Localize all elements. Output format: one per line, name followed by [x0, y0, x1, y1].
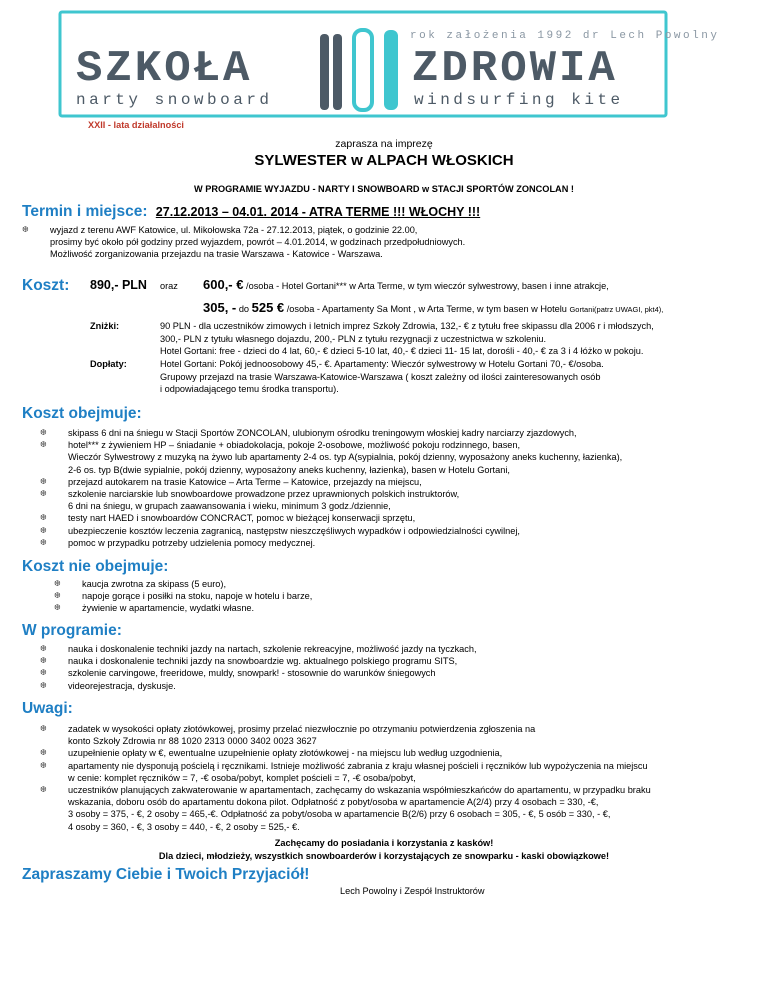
anniversary-text: XXII - lata działalności [88, 120, 184, 130]
closing-mandatory: Dla dzieci, młodzieży, wszystkich snowboarderów i korzystających ze snowparku - kaski obowiązkowe! [158, 851, 610, 861]
koszt-label: Koszt: [22, 277, 70, 294]
opt1-price: 600,- € [203, 277, 244, 292]
nie-obejmuje-list [54, 578, 754, 615]
uwagi-item: wskazania, doboru osób do apartamentu dokona pilot. Odpłatność z pobyt/osoba w apartamencie A(2/4) przy 4 osobach = 330, -€, [68, 797, 599, 808]
event-title: SYLWESTER w ALPACH WŁOSKICH [254, 152, 514, 169]
svg-text:windsurfing kite: windsurfing kite [414, 91, 624, 109]
uwagi-heading: Uwagi: [22, 700, 73, 717]
obejmuje-list [40, 427, 755, 549]
termin-line-2: prosimy być około pół godziny przed wyjazdem, powrót – 4.01.2014, w godzinach przedpołudniowych. [50, 237, 466, 248]
program-heading: W programie: [22, 622, 122, 639]
obejmuje-item: 2-6 os. typ B(dwie sypialnie, pokój dzienny, wyposażony aneks kuchenny, łazienka), basen w Hotelu Gortani, [68, 464, 510, 475]
uwagi-item: konto Szkoły Zdrowia nr 88 1020 2313 0000 3402 0023 3627 [68, 736, 317, 747]
obejmuje-item: 6 dni na śniegu, w grupach zaawansowania i wieku, minimum 3 godz./dziennie, [68, 501, 391, 512]
termin-line-1: ❆ wyjazd z terenu AWF Katowice, ul. Mikołowska 72a - 27.12.2013, piątek, o godzinie 22.00, [22, 224, 742, 236]
svg-text:SZKOŁA: SZKOŁA [76, 44, 253, 94]
opt2-small: Gortani(patrz UWAGI, pkt4), [569, 305, 664, 314]
opt2-price2: 525 € [251, 300, 285, 315]
final-invite: Zapraszamy Ciebie i Twoich Przyjaciół! [22, 866, 310, 883]
obejmuje-item: ❆ hotel*** z żywieniem HP – śniadanie + obiadokolacja, pokoje 2-osobowe, możliwość pokoju rodzinnego, basen, [40, 439, 755, 451]
doplaty-line: Grupowy przejazd na trasie Warszawa-Katowice-Warszawa ( koszt zależny od ilości zainteresowanych osób [160, 371, 601, 382]
nie-obejmuje-heading: Koszt nie obejmuje: [22, 558, 169, 575]
obejmuje-item: ❆ testy nart HAED i snowboardów CONCRACT, pomoc w bieżącej konserwacji sprzętu, [40, 512, 755, 524]
znizki-line: 300,- PLN z tytułu własnego dojazdu, 200,- PLN z tytułu rezygnacji z uczestnictwa w szkoleniu. [160, 333, 547, 344]
obejmuje-item: ❆ ubezpieczenie kosztów leczenia zagranicą, następstw nieszczęśliwych wypadków i odpowiedzialności cywilnej, [40, 525, 755, 537]
signature: Lech Powolny i Zespół Instruktorów [340, 886, 485, 896]
obejmuje-item: ❆ pomoc w przypadku potrzeby udzielenia pomocy medycznej. [40, 537, 755, 549]
nie-obejmuje-item: ❆ kaucja zwrotna za skipass (5 euro), [54, 578, 754, 590]
znizki-list [160, 320, 750, 358]
program-line: W PROGRAMIE WYJAZDU - NARTY I SNOWBOARD w STACJI SPORTÓW ZONCOLAN ! [194, 184, 574, 194]
svg-text:ZDROWIA: ZDROWIA [412, 44, 618, 94]
uwagi-item: 4 osoby = 360, - €, 3 osoby = 440, - €, 2 osoby = 525,- €. [68, 821, 300, 832]
znizki-line: Hotel Gortani: free - dzieci do 4 lat, 60,- € dzieci 5-10 lat, 40,- € dzieci 11- 15 lat, dorośli - 40,- € za 3 i 4 łóżko w pokoju. [160, 346, 644, 356]
program-item: ❆ nauka i doskonalenie techniki jazdy na nartach, szkolenie rekreacyjne, możliwość jazdy na tyczkach, [40, 643, 755, 655]
obejmuje-item: ❆ przejazd autokarem na trasie Katowice – Arta Terme – Katowice, przejazdy na miejscu, [40, 476, 755, 488]
doplaty-line: i odpowiadającego temu środka transportu). [160, 384, 339, 394]
opt2-price: 305, - [203, 300, 237, 315]
znizki-line: 90 PLN - dla uczestników zimowych i letnich imprez Szkoły Zdrowia, 132,- € z tytułu free skipassu dla 2006 r i młodszych, [160, 321, 654, 331]
obejmuje-item: ❆ skipass 6 dni na śniegu w Stacji Sportów ZONCOLAN, ulubionym ośrodku treningowym włoskiej kadry narciarzy zjazdowych, [40, 427, 755, 439]
doplaty-list [160, 358, 750, 396]
obejmuje-heading: Koszt obejmuje: [22, 405, 142, 422]
doplaty-label: Dopłaty: [90, 359, 127, 369]
obejmuje-item: ❆ szkolenie narciarskie lub snowboardowe prowadzone przez uprawnionych polskich instruktorów, [40, 488, 755, 500]
svg-text:narty snowboard: narty snowboard [76, 91, 273, 109]
uwagi-item: 3 osoby = 375, - €, 2 osoby = 465,-€. Odpłatność za pobyt/osoba w apartamencie B(2/6) przy 6 osobach = 305, - €, 5 osób = 330, - €, [68, 809, 611, 820]
uwagi-item: ❆ apartamenty nie dysponują pościelą i ręcznikami. Istnieje możliwość zabrania z kraju własnej pościeli i ręczników lub wypożyczenia na miejscu [40, 760, 755, 772]
koszt-base: 890,- PLN [90, 278, 147, 292]
nie-obejmuje-item: ❆ żywienie w apartamencie, wydatki własne. [54, 602, 754, 614]
termin-heading [22, 203, 480, 221]
invite-text: zaprasza na imprezę [335, 138, 433, 150]
koszt-option-1 [203, 277, 609, 292]
program-item: ❆ nauka i doskonalenie techniki jazdy na snowboardzie wg. aktualnego polskiego programu SITS, [40, 655, 755, 667]
opt1-text: /osoba - Hotel Gortani*** w Arta Terme, w tym wieczór sylwestrowy, basen i inne atrakcje, [246, 281, 609, 291]
school-logo [58, 10, 720, 118]
koszt-oraz: oraz [160, 281, 178, 291]
uwagi-list [40, 723, 755, 833]
skis-icon [320, 30, 398, 110]
opt2-text: /osoba - Apartamenty Sa Mont , w Arta Terme, w tym basen w Hotelu [286, 304, 567, 314]
uwagi-item: w cenie: komplet ręczników = 7, -€ osoba/pobyt, komplet pościeli = 7, -€ osoba/pobyt, [68, 772, 416, 783]
obejmuje-item: Wieczór Sylwestrowy z muzyką na żywo lub apartamenty 2-4 os. typ A(sypialnia, pokój dzienny, wyposażony aneks kuchenny, łazienka), [68, 452, 623, 463]
uwagi-item: ❆ uczestników planujących zakwaterowanie w apartamentach, zachęcamy do wskazania współmieszkańców do apartamentu, w przypadku braku [40, 784, 755, 796]
doplaty-line: Hotel Gortani: Pokój jednoosobowy 45,- €. Apartamenty: Wieczór sylwestrowy w Hotelu Gortani 70,- €/osoba. [160, 359, 604, 369]
uwagi-item: ❆ uzupełnienie opłaty w €, ewentualne uzupełnienie opłaty złotówkowej - na miejscu lub według uzgodnienia, [40, 747, 755, 759]
uwagi-item: ❆ zadatek w wysokości opłaty złotówkowej, prosimy przelać niezwłocznie po otrzymaniu potwierdzenia zgłoszenia na [40, 723, 755, 735]
termin-line-3: Możliwość zorganizowania przejazdu na trasie Warszawa - Katowice - Warszawa. [50, 249, 383, 260]
znizki-label: Zniżki: [90, 321, 120, 331]
nie-obejmuje-item: ❆ napoje gorące i posiłki na stoku, napoje w hotelu i barze, [54, 590, 754, 602]
program-item: ❆ videorejestracja, dyskusje. [40, 680, 755, 692]
termin-details [22, 224, 742, 261]
koszt-option-2 [203, 300, 663, 315]
program-item: ❆ szkolenie carvingowe, freeridowe, muldy, snowpark! - stosownie do warunków śniegowych [40, 667, 755, 679]
termin-label: Termin i miejsce: [22, 203, 148, 220]
svg-text:rok założenia 1992 dr Lech Pow: rok założenia 1992 dr Lech Powolny [410, 30, 720, 42]
termin-dates: 27.12.2013 – 04.01. 2014 - ATRA TERME !!! WŁOCHY !!! [155, 205, 481, 219]
program-list [40, 643, 755, 692]
closing-helmets: Zachęcamy do posiadania i korzystania z kasków! [274, 838, 494, 848]
opt2-do: do [238, 304, 250, 314]
